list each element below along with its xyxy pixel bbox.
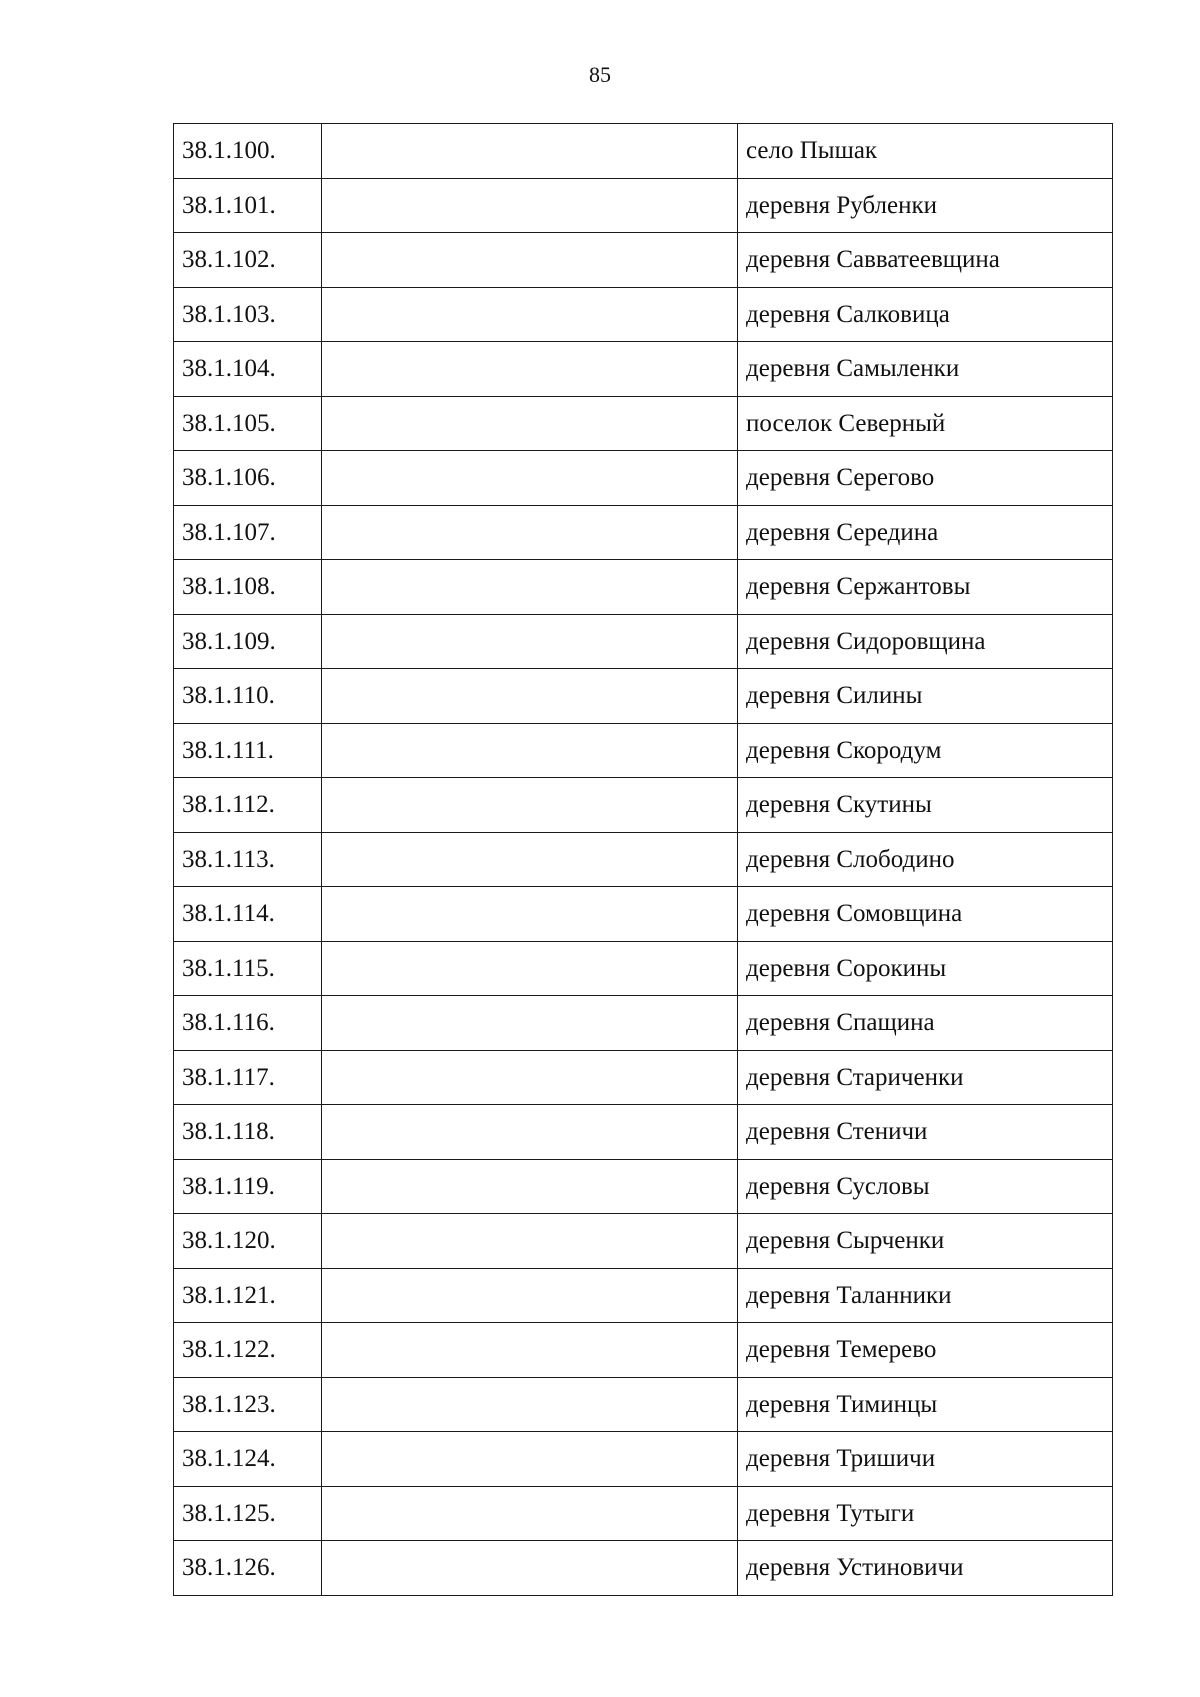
- row-empty-cell: [322, 178, 738, 233]
- row-settlement-name-cell: деревня Стариченки: [738, 1050, 1113, 1105]
- table-row: [174, 451, 1113, 506]
- row-empty-cell: [322, 1268, 738, 1323]
- row-empty-cell: [322, 778, 738, 833]
- table-row: [174, 941, 1113, 996]
- row-empty-cell: [322, 1159, 738, 1214]
- row-empty-cell: [322, 124, 738, 179]
- row-empty-cell: [322, 887, 738, 942]
- row-code-cell: 38.1.100.: [174, 124, 322, 179]
- row-settlement-name-cell: деревня Слободино: [738, 832, 1113, 887]
- row-code-cell: 38.1.112.: [174, 778, 322, 833]
- row-settlement-name-cell: деревня Скородум: [738, 723, 1113, 778]
- row-settlement-name-cell: деревня Тришичи: [738, 1432, 1113, 1487]
- table-row: [174, 287, 1113, 342]
- row-code-cell: 38.1.113.: [174, 832, 322, 887]
- table-row: [174, 1432, 1113, 1487]
- table-row: [174, 1105, 1113, 1160]
- row-code-cell: 38.1.116.: [174, 996, 322, 1051]
- row-settlement-name-cell: деревня Рубленки: [738, 178, 1113, 233]
- row-settlement-name-cell: деревня Скутины: [738, 778, 1113, 833]
- table-row: [174, 233, 1113, 288]
- row-settlement-name-cell: поселок Северный: [738, 396, 1113, 451]
- row-code-cell: 38.1.108.: [174, 560, 322, 615]
- table-row: [174, 1268, 1113, 1323]
- table-row: [174, 560, 1113, 615]
- row-code-cell: 38.1.110.: [174, 669, 322, 724]
- row-settlement-name-cell: деревня Силины: [738, 669, 1113, 724]
- row-empty-cell: [322, 560, 738, 615]
- row-code-cell: 38.1.122.: [174, 1323, 322, 1378]
- row-empty-cell: [322, 996, 738, 1051]
- row-empty-cell: [322, 614, 738, 669]
- table-row: [174, 832, 1113, 887]
- table-row: [174, 1050, 1113, 1105]
- row-settlement-name-cell: деревня Сержантовы: [738, 560, 1113, 615]
- row-code-cell: 38.1.102.: [174, 233, 322, 288]
- row-code-cell: 38.1.114.: [174, 887, 322, 942]
- table-row: [174, 396, 1113, 451]
- settlements-table: [173, 123, 1113, 1596]
- row-code-cell: 38.1.119.: [174, 1159, 322, 1214]
- row-empty-cell: [322, 1214, 738, 1269]
- table-row: [174, 1486, 1113, 1541]
- row-code-cell: 38.1.103.: [174, 287, 322, 342]
- row-empty-cell: [322, 1377, 738, 1432]
- row-settlement-name-cell: деревня Савватеевщина: [738, 233, 1113, 288]
- row-settlement-name-cell: деревня Сидоровщина: [738, 614, 1113, 669]
- table-row: [174, 1377, 1113, 1432]
- row-empty-cell: [322, 832, 738, 887]
- table-row: [174, 723, 1113, 778]
- row-code-cell: 38.1.106.: [174, 451, 322, 506]
- row-empty-cell: [322, 342, 738, 397]
- row-empty-cell: [322, 396, 738, 451]
- row-settlement-name-cell: деревня Салковица: [738, 287, 1113, 342]
- row-empty-cell: [322, 233, 738, 288]
- row-code-cell: 38.1.101.: [174, 178, 322, 233]
- row-code-cell: 38.1.115.: [174, 941, 322, 996]
- row-empty-cell: [322, 287, 738, 342]
- row-empty-cell: [322, 1323, 738, 1378]
- table-row: [174, 1323, 1113, 1378]
- row-code-cell: 38.1.123.: [174, 1377, 322, 1432]
- row-code-cell: 38.1.125.: [174, 1486, 322, 1541]
- row-code-cell: 38.1.118.: [174, 1105, 322, 1160]
- row-empty-cell: [322, 451, 738, 506]
- row-code-cell: 38.1.126.: [174, 1541, 322, 1596]
- row-empty-cell: [322, 723, 738, 778]
- table-row: [174, 178, 1113, 233]
- row-settlement-name-cell: деревня Серегово: [738, 451, 1113, 506]
- row-settlement-name-cell: деревня Темерево: [738, 1323, 1113, 1378]
- row-code-cell: 38.1.107.: [174, 505, 322, 560]
- row-code-cell: 38.1.117.: [174, 1050, 322, 1105]
- row-settlement-name-cell: деревня Спащина: [738, 996, 1113, 1051]
- row-settlement-name-cell: деревня Середина: [738, 505, 1113, 560]
- row-empty-cell: [322, 941, 738, 996]
- table-row: [174, 1159, 1113, 1214]
- row-settlement-name-cell: деревня Самыленки: [738, 342, 1113, 397]
- row-code-cell: 38.1.105.: [174, 396, 322, 451]
- row-code-cell: 38.1.111.: [174, 723, 322, 778]
- table-row: [174, 778, 1113, 833]
- page-number: 85: [589, 62, 611, 87]
- row-settlement-name-cell: деревня Устиновичи: [738, 1541, 1113, 1596]
- row-empty-cell: [322, 1105, 738, 1160]
- row-settlement-name-cell: деревня Сомовщина: [738, 887, 1113, 942]
- row-code-cell: 38.1.109.: [174, 614, 322, 669]
- table-row: [174, 887, 1113, 942]
- row-empty-cell: [322, 505, 738, 560]
- row-empty-cell: [322, 1486, 738, 1541]
- row-empty-cell: [322, 1432, 738, 1487]
- table-row: [174, 505, 1113, 560]
- row-empty-cell: [322, 669, 738, 724]
- table-row: [174, 342, 1113, 397]
- settlements-table-body: [174, 124, 1113, 1596]
- row-empty-cell: [322, 1541, 738, 1596]
- table-row: [174, 124, 1113, 179]
- row-settlement-name-cell: деревня Стеничи: [738, 1105, 1113, 1160]
- row-settlement-name-cell: деревня Сорокины: [738, 941, 1113, 996]
- row-empty-cell: [322, 1050, 738, 1105]
- row-settlement-name-cell: деревня Сырченки: [738, 1214, 1113, 1269]
- row-settlement-name-cell: деревня Тутыги: [738, 1486, 1113, 1541]
- table-row: [174, 1214, 1113, 1269]
- table-row: [174, 669, 1113, 724]
- table-row: [174, 1541, 1113, 1596]
- row-settlement-name-cell: деревня Таланники: [738, 1268, 1113, 1323]
- table-row: [174, 614, 1113, 669]
- row-settlement-name-cell: деревня Сусловы: [738, 1159, 1113, 1214]
- row-code-cell: 38.1.120.: [174, 1214, 322, 1269]
- row-settlement-name-cell: село Пышак: [738, 124, 1113, 179]
- row-settlement-name-cell: деревня Тиминцы: [738, 1377, 1113, 1432]
- row-code-cell: 38.1.124.: [174, 1432, 322, 1487]
- row-code-cell: 38.1.104.: [174, 342, 322, 397]
- row-code-cell: 38.1.121.: [174, 1268, 322, 1323]
- table-row: [174, 996, 1113, 1051]
